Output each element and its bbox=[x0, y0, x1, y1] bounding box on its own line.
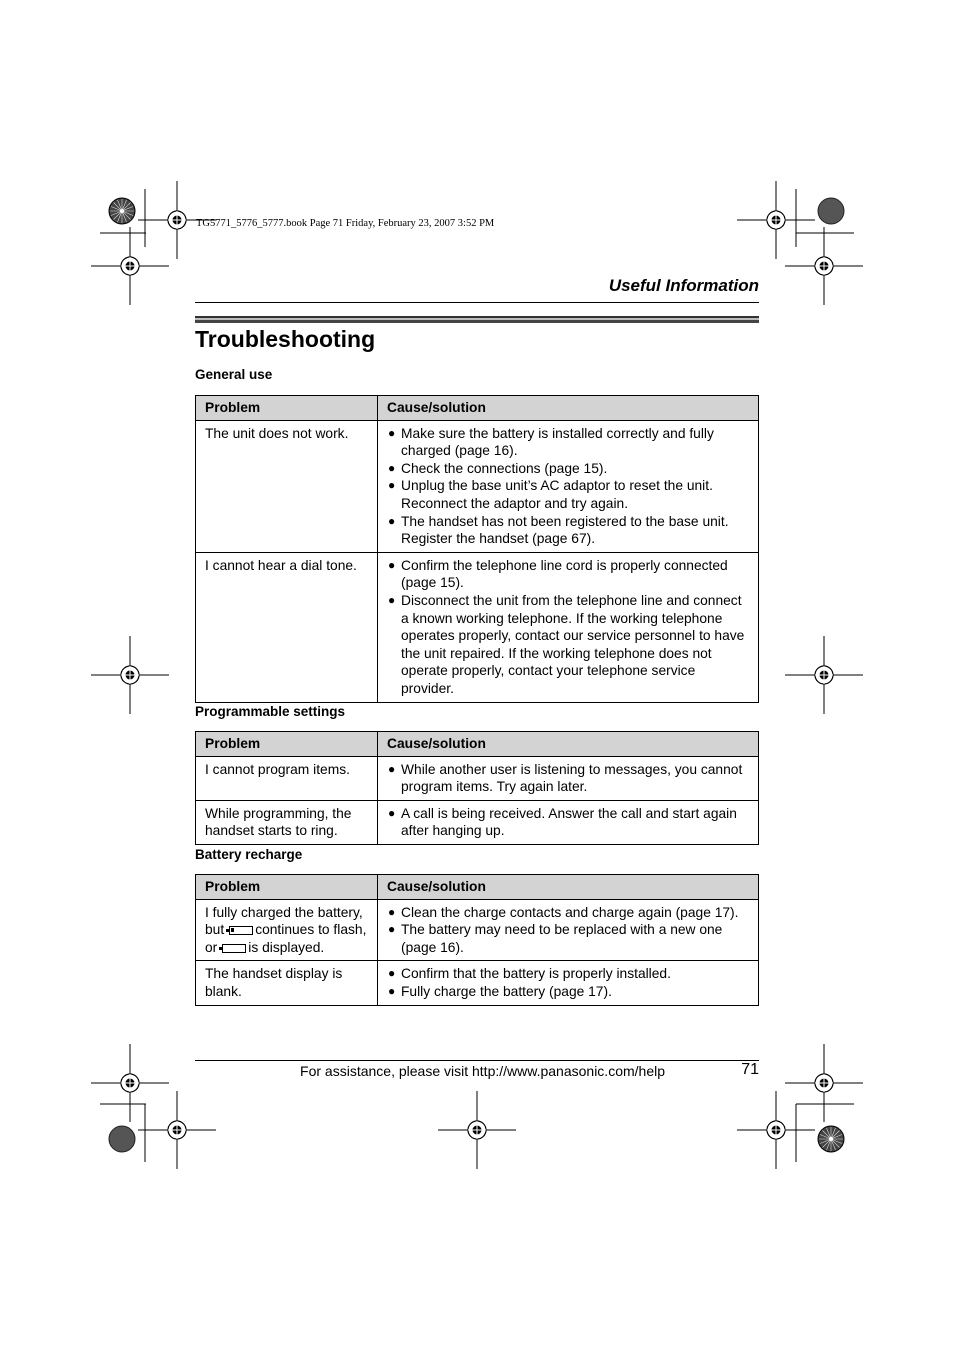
battery-recharge-table bbox=[195, 874, 759, 1006]
table-row bbox=[196, 420, 759, 552]
footer-assistance: For assistance, please visit http://www.panasonic.com/help bbox=[300, 1063, 665, 1079]
bullet-icon: ● bbox=[388, 592, 396, 607]
subheading-programmable-settings: Programmable settings bbox=[195, 704, 346, 719]
table-row bbox=[196, 961, 759, 1005]
bullet-icon: ● bbox=[388, 478, 396, 493]
footer-rule bbox=[195, 1060, 759, 1061]
bullet-icon: ● bbox=[388, 425, 396, 440]
bullet-icon: ● bbox=[388, 805, 396, 820]
battery-empty-icon bbox=[222, 944, 246, 953]
problem-cell: I fully charged the battery, but continues to flash, or is displayed. bbox=[196, 899, 378, 961]
subheading-general-use: General use bbox=[195, 367, 273, 382]
cause-cell bbox=[378, 552, 759, 702]
table-row bbox=[196, 800, 759, 844]
cause-item: ● While another user is listening to messages, you cannot program items. Try again later. bbox=[388, 761, 743, 795]
bullet-icon: ● bbox=[388, 557, 396, 572]
table-row bbox=[196, 899, 759, 961]
cause-cell bbox=[378, 961, 759, 1005]
table-header-row bbox=[196, 396, 759, 421]
problem-cell: I cannot hear a dial tone. bbox=[196, 552, 378, 702]
bullet-icon: ● bbox=[388, 904, 396, 919]
general-use-table bbox=[195, 395, 759, 703]
programmable-settings-table bbox=[195, 731, 759, 845]
problem-cell: While programming, the handset starts to ring. bbox=[196, 800, 378, 844]
cause-item: ● Fully charge the battery (page 17). bbox=[388, 983, 612, 999]
column-header-problem: Problem bbox=[196, 396, 378, 421]
problem-cell: The handset display is blank. bbox=[196, 961, 378, 1005]
table-row bbox=[196, 552, 759, 702]
battery-low-icon bbox=[229, 926, 253, 935]
cause-item: ● The battery may need to be replaced with a new one (page 16). bbox=[388, 922, 723, 955]
cause-item: ● Disconnect the unit from the telephone line and connect a known working telephone. If the working telephone operates properly, contact our service personnel to have the unit repaired. If the working telephone does not operate properly, contact your telephone service provider. bbox=[388, 592, 745, 696]
problem-cell: I cannot program items. bbox=[196, 756, 378, 800]
header-rule bbox=[195, 302, 759, 303]
bullet-icon: ● bbox=[388, 460, 396, 475]
column-header-cause: Cause/solution bbox=[378, 732, 759, 757]
column-header-cause: Cause/solution bbox=[378, 875, 759, 900]
cause-cell bbox=[378, 420, 759, 552]
page-title: Troubleshooting bbox=[195, 326, 376, 352]
cause-item: ● A call is being received. Answer the call and start again after hanging up. bbox=[388, 805, 737, 839]
page-number: 71 bbox=[741, 1061, 759, 1078]
bullet-icon: ● bbox=[388, 922, 396, 937]
title-rule bbox=[195, 316, 759, 323]
bullet-icon: ● bbox=[388, 966, 396, 981]
cause-item: ● Confirm that the battery is properly installed. bbox=[388, 966, 671, 982]
bullet-icon: ● bbox=[388, 983, 396, 998]
section-header: Useful Information bbox=[608, 276, 759, 295]
column-header-problem: Problem bbox=[196, 875, 378, 900]
cause-item: ● Confirm the telephone line cord is properly connected (page 15). bbox=[388, 557, 728, 591]
problem-cell: The unit does not work. bbox=[196, 420, 378, 552]
bullet-icon: ● bbox=[388, 761, 396, 776]
cause-item: ● The handset has not been registered to the base unit. Register the handset (page 67). bbox=[388, 513, 729, 547]
table-row bbox=[196, 756, 759, 800]
column-header-cause: Cause/solution bbox=[378, 396, 759, 421]
cause-cell bbox=[378, 756, 759, 800]
bullet-icon: ● bbox=[388, 513, 396, 528]
table-header-row bbox=[196, 875, 759, 900]
cause-item: ● Unplug the base unit’s AC adaptor to reset the unit. Reconnect the adaptor and try again. bbox=[388, 478, 713, 511]
cause-item: ● Make sure the battery is installed correctly and fully charged (page 16). bbox=[388, 425, 714, 459]
subheading-battery-recharge: Battery recharge bbox=[195, 847, 303, 862]
cause-cell bbox=[378, 800, 759, 844]
cause-item: ● Clean the charge contacts and charge again (page 17). bbox=[388, 904, 739, 920]
cause-cell bbox=[378, 899, 759, 961]
column-header-problem: Problem bbox=[196, 732, 378, 757]
cause-item: ● Check the connections (page 15). bbox=[388, 460, 608, 476]
print-filename: TG5771_5776_5777.book Page 71 Friday, February 23, 2007 3:52 PM bbox=[196, 218, 495, 229]
table-header-row bbox=[196, 732, 759, 757]
